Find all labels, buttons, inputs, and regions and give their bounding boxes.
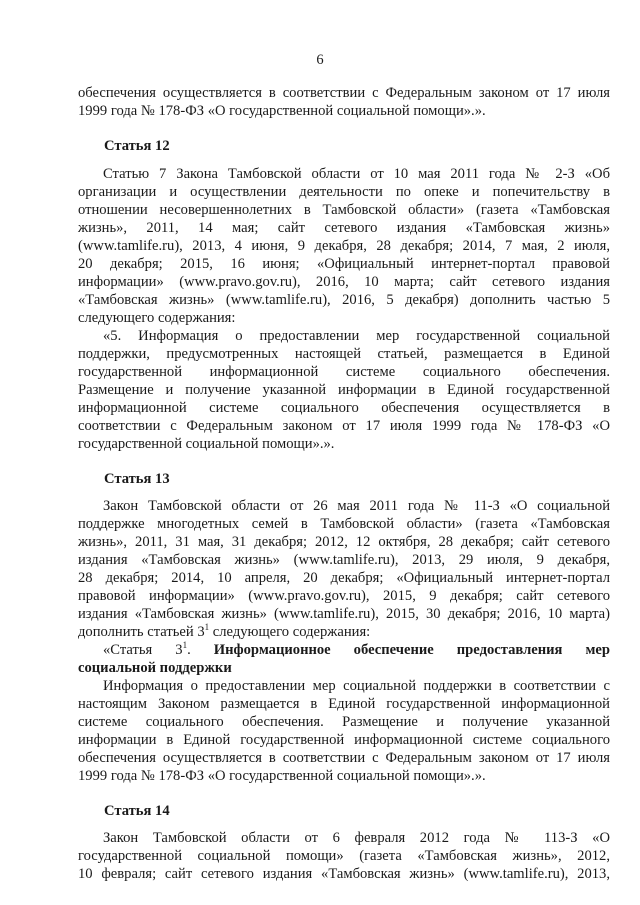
article-12-heading: Статья 12 [104,138,170,154]
article-12-line: организации и осуществлении деятельности по опеке и попечительству в [78,184,610,200]
article-12-line: Статью 7 Закона Тамбовской области от 10 мая 2011 года № 2-З «Об [103,166,610,182]
article-13-line: издания «Тамбовская жизнь» (www.tamlife.ru), 2013, 29 июля, 9 декабря, [78,552,610,568]
article-12-line: отношении несовершеннолетних в Тамбовской области» (газета «Тамбовская [78,202,610,218]
page-number: 6 [316,52,324,68]
article-12-line: жизнь», 2011, 14 мая; сайт сетевого издания «Тамбовская жизнь» [78,220,610,236]
article-12-line: следующего содержания: [78,310,236,326]
new-article-body-line: настоящим Законом размещается в Единой государственной информационной [78,696,610,712]
article-12-line: Размещение и получение указанной информации в Единой государственной [78,382,610,398]
article-13-line: правовой информации» (www.pravo.gov.ru), 2015, 9 декабря; сайт сетевого [78,588,610,604]
article-12-line: государственной социальной помощи».». [78,436,335,452]
intro-line: обеспечения осуществляется в соответствии с Федеральным законом от 17 июля [78,85,610,101]
article-13-line: жизнь», 2011, 31 мая, 31 декабря; 2012, 12 октября, 28 декабря; сайт сетевого [78,534,610,550]
article-12-line: информации» (www.pravo.gov.ru), 2016, 10 марта; сайт сетевого издания [78,274,610,290]
new-article-title: «Статья $3^1$. Информационное обеспечение предоставления мер [103,640,611,658]
article-13-line: издания «Тамбовская жизнь» (www.tamlife.ru), 2015, 30 декабря; 2016, 10 марта) [78,606,610,622]
new-article-title-cont: социальной поддержки [78,660,232,676]
article-14-line: государственной социальной помощи» (газета «Тамбовская жизнь», 2012, [78,848,610,864]
new-article-body-line: обеспечения осуществляется в соответствии с Федеральным законом от 17 июля [78,750,610,766]
new-article-body-line: информации в Единой государственной информационной системе социального [78,732,610,748]
article-12-line: информационной системе социального обеспечения осуществляется в [78,400,610,416]
new-article-body-line: 1999 года № 178-ФЗ «О государственной социальной помощи».». [78,768,486,784]
article-12-line: (www.tamlife.ru), 2013, 4 июня, 9 декабря, 28 декабря; 2014, 7 мая, 2 июля, [78,238,610,254]
article-12-line: государственной информационной системе социального обеспечения. [78,364,610,380]
article-12-line: поддержки, предусмотренных настоящей статьей, размещается в Единой [78,346,610,362]
article-14-line: Закон Тамбовской области от 6 февраля 2012 года № 113-З «О [103,830,610,846]
intro-line: 1999 года № 178-ФЗ «О государственной социальной помощи».». [78,103,486,119]
new-article-body-line: системе социального обеспечения. Размещение и получение указанной [78,714,610,730]
article-12-line: 20 декабря; 2015, 16 июня; «Официальный интернет-портал правовой [78,256,610,272]
article-12-line: «Тамбовская жизнь» (www.tamlife.ru), 2016, 5 декабря) дополнить частью 5 [78,292,610,308]
article-13-line: 28 декабря; 2014, 10 апреля, 20 декабря; «Официальный интернет-портал [78,570,610,586]
article-13-heading: Статья 13 [104,471,170,487]
article-14-heading: Статья 14 [104,803,170,819]
article-14-line: 10 февраля; сайт сетевого издания «Тамбовская жизнь» (www.tamlife.ru), 2013, [78,866,610,882]
article-13-line: поддержке многодетных семей в Тамбовской области» (газета «Тамбовская [78,516,610,532]
article-13-add-line: дополнить статьей $3^1$ следующего содержания: [78,622,371,640]
article-12-line: «5. Информация о предоставлении мер государственной социальной [103,328,610,344]
new-article-body-line: Информация о предоставлении мер социальной поддержки в соответствии с [103,678,610,694]
article-12-line: соответствии с Федеральным законом от 17 июля 1999 года № 178-ФЗ «О [78,418,610,434]
article-13-line: Закон Тамбовской области от 26 мая 2011 года № 11-З «О социальной [103,498,610,514]
